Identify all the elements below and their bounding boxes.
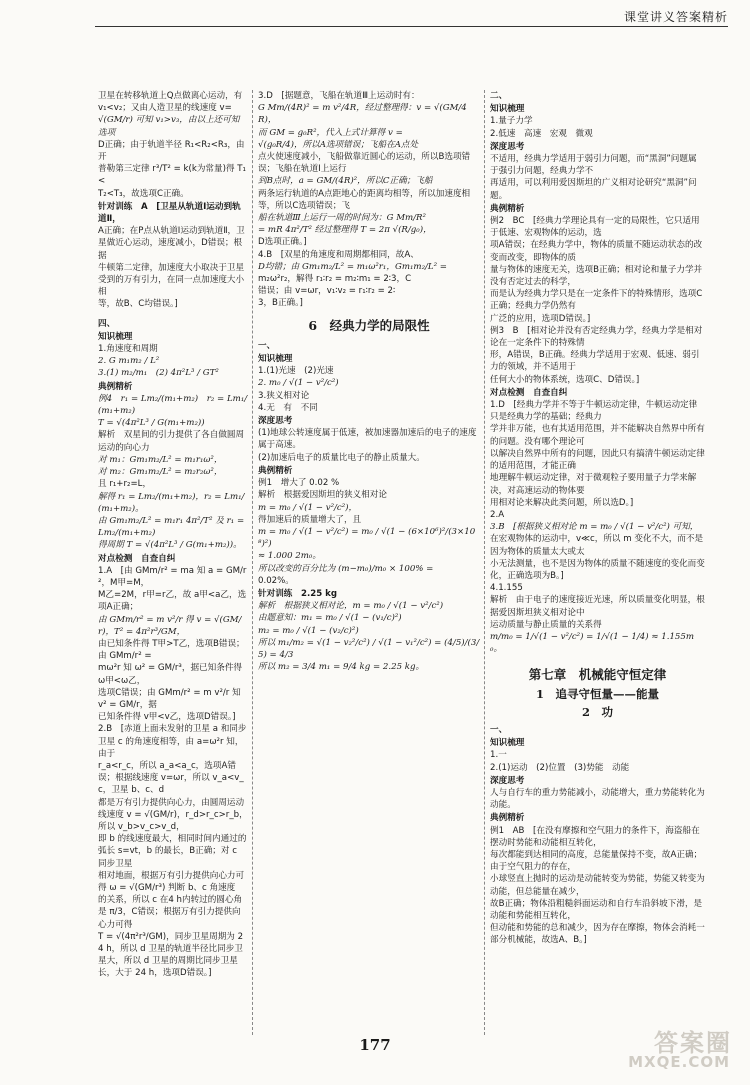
text-line: 1.(1)光速 (2)光速 xyxy=(258,366,334,377)
text-line: 而 GM = g₀R²，代入上式计算得 v = xyxy=(258,127,403,138)
text-line: 选项C错误；由 GMm/r² = m v²/r 知 v² = GM/r，据 xyxy=(98,687,241,710)
text-line: 地理解牛顿运动定律，对于微观粒子要用量子力学来解决，对高速运动的物体要 xyxy=(490,473,697,496)
text-line: 已知条件得 v甲<v乙，选项D错误。] xyxy=(98,712,236,723)
text-line: 对点检测 自查自纠 xyxy=(98,553,176,564)
text-line: 3.D [据题意，飞船在轨道Ⅲ上运动时有： xyxy=(258,91,420,101)
column-divider-1 xyxy=(252,90,253,1035)
watermark-text-2: MXQE.COM xyxy=(628,1053,730,1071)
text-line: 知识梳理 xyxy=(490,738,525,749)
text-line: √(g₀R/4)，所以A选项错误；飞船在A点处 xyxy=(258,139,419,150)
text-line: 知识梳理 xyxy=(258,354,293,365)
text-line: 3，B正确。] xyxy=(258,298,303,309)
lesson-title-2: 2 功 xyxy=(581,704,613,719)
text-line: (2)加速后电子的质量比电子的静止质量大。 xyxy=(258,452,425,463)
text-line: 2.(1)运动 (2)位置 (3)势能 动能 xyxy=(490,762,630,773)
text-line: 形，A错误，B正确。经典力学适用于宏观、低速、弱引力的领域，并不适用于 xyxy=(490,350,700,373)
column-2-text-b xyxy=(258,340,480,673)
text-line: 学并非万能，也有其适用范围，并不能解决自然界中所有的问题。没有哪个理论可 xyxy=(490,424,705,447)
text-line: 都是万有引力提供向心力，由圆周运动线速度 v = √(GM/r)，r_d>r_c>r_b，所以 v_b>v_c>v_d， xyxy=(98,797,248,832)
column-1-text xyxy=(98,90,248,980)
text-line: 由题意知：m₁ = m₀ / √(1 − (v₁/c)²) xyxy=(258,613,402,624)
text-line: 4.1.155 xyxy=(490,583,523,594)
text-line: 广泛的应用，选项D错误。] xyxy=(490,313,591,324)
text-line: D正确；由于轨道半径 R₁<R₂<R₃，由开 xyxy=(98,139,245,163)
text-line: 再适用，可以利用爱因斯坦的广义相对论研究“黑洞”问题。 xyxy=(490,178,697,201)
text-line: 两条运行轨道的A点距地心的距离均相等，所以加速度相等，所以C选项错误；飞 xyxy=(258,188,471,211)
text-line: 例4 r₁ = Lm₂/(m₁+m₂) r₂ = Lm₁/(m₁+m₂) xyxy=(98,393,248,417)
text-line: 3.(1) m₂/m₁ (2) 4π²L³ / GT² xyxy=(98,368,219,379)
text-line: 2. G m₁m₂ / L² xyxy=(98,356,160,367)
text-line: m/m₀ = 1/√(1 − v²/c²) = 1/√(1 − 1/4) ≈ 1.155m₀。 xyxy=(490,631,695,655)
text-line: 人与自行车的重力势能减小，动能增大，重力势能转化为动能。 xyxy=(490,787,705,811)
text-line: 1.量子力学 xyxy=(490,116,533,127)
watermark-text-1: 答案圈 xyxy=(654,1029,732,1057)
text-line: 点火使速度减小，飞船做靠近圆心的运动，所以B选项错误；飞船在轨道Ⅰ上运行 xyxy=(258,152,471,175)
text-line: = mR 4π²/T² 经过整理得 T = 2π √(R/g₀)， xyxy=(258,225,432,236)
text-line: 到B点时，a = GM/(4R)²，所以C正确；飞船 xyxy=(258,176,433,187)
text-line: 故B正确；物体沿粗糙斜面运动和自行车沿斜坡下滑，是动能和势能相互转化， xyxy=(490,898,703,921)
text-line: ≈ 1.000 2m₀。 xyxy=(258,551,321,562)
text-line: m₂ = m₀ / √(1 − (v₂/c)²) xyxy=(258,625,359,636)
text-line: 由已知条件得 T甲>T乙，选项B错误；由 GMm/r² = xyxy=(98,638,245,662)
text-line: 牛顿第二定律，加速度大小取决于卫星受到的万有引力，在同一点加速度大小相 xyxy=(98,262,245,298)
text-line: 知识梳理 xyxy=(490,104,525,115)
text-line: mω²r 知 ω² = GM/r³，据已知条件得 ω甲<ω乙， xyxy=(98,663,243,686)
page-number: 177 xyxy=(359,1036,391,1054)
text-line: 1.角速度和周期 xyxy=(98,344,158,355)
text-line: m = m₀ / √(1 − v²/c²)， xyxy=(258,502,358,513)
text-line: 例1 AB [在没有摩擦和空气阻力的条件下，海盗船在摆动时势能和动能相互转化， xyxy=(490,825,700,848)
text-line: m₂ω²r₂，解得 r₁∶r₂ = m₂∶m₁ = 2∶3，C xyxy=(258,274,412,285)
text-line: 针对训练 2.25 kg xyxy=(258,588,338,599)
text-line: 船在轨道Ⅲ上运行一周的时间为：G Mm/R² xyxy=(258,213,426,224)
text-line: 所以 m₂ = 3/4 m₁ = 9/4 kg = 2.25 kg。 xyxy=(258,662,425,673)
text-line: 的关系，所以 c 在4 h内转过的圆心角是 π/3，C错误；根据万有引力提供向心力可得 xyxy=(98,895,243,930)
text-line: 二、 xyxy=(490,91,508,101)
column-1 xyxy=(98,90,248,1040)
header-rule xyxy=(95,26,728,27)
text-line: 普勒第三定律 r³/T² = k(k为常量)得 T₁< xyxy=(98,164,246,187)
text-line: 用相对论来解决此类问题，所以选D。] xyxy=(490,497,634,508)
text-line: 以解决自然界中所有的问题，因此只有搞清牛顿运动定律的适用范围，才能正确 xyxy=(490,448,705,472)
column-3 xyxy=(490,90,705,1040)
column-3-text-a xyxy=(490,90,705,655)
text-line: 小无法测量，也不是因为物体的质量不随速度的变化而变化，正确选项为B。] xyxy=(490,558,705,581)
lesson-title-1: 1 追寻守恒量——能量 xyxy=(535,686,659,701)
text-line: 3.B [根据狭义相对论 m = m₀ / √(1 − v²/c²) 可知， xyxy=(490,522,699,533)
text-line: T₂<T₃，故选项C正确。 xyxy=(98,188,189,199)
text-line: 任何大小的物体系统，选项C、D错误。] xyxy=(490,374,640,385)
text-line: 小球竖直上抛时的运动是动能转变为势能，势能又转变为动能，但总能量在减少， xyxy=(490,874,705,897)
text-line: 例3 B [相对论并没有否定经典力学，经典力学是相对论在一定条件下的特殊情 xyxy=(490,325,703,349)
text-line: 相对地面，根据万有引力提供向心力可得 ω = √(GM/r³) 判断 b、c 角速度 xyxy=(98,870,245,893)
text-line: 而是认为经典力学只是在一定条件下的特殊情形，选项C正确；经典力学仍然有 xyxy=(490,289,703,312)
text-line: 0.02%。 xyxy=(258,575,294,586)
text-line: 2.B [赤道上面未发射的卫星 a 和同步卫星 c 的角速度相等，由 a=ω²r 知，由于 xyxy=(98,724,247,759)
text-line: 在宏观物体的运动中，v≪c，所以 m 变化不大，而不是因为物体的质量太大或太 xyxy=(490,534,704,557)
text-line: 解析 双星间的引力提供了各自做圆周运动的向心力 xyxy=(98,430,245,453)
column-2 xyxy=(258,90,480,1040)
text-line: 例2 BC [经典力学理论具有一定的局限性，它只适用于低速、宏观物体的运动，选 xyxy=(490,216,700,239)
text-line: 所以 m₁/m₂ = √(1 − v₂²/c²) / √(1 − v₁²/c²) = (4/5)/(3/5) = 4/3 xyxy=(258,637,480,660)
text-line: 1.一 xyxy=(490,750,507,761)
text-line: 针对训练 A [卫星从轨道Ⅰ运动到轨道Ⅱ， xyxy=(98,201,241,225)
section-title: 6 经典力学的局限性 xyxy=(308,317,430,333)
text-line: M乙=2M，r甲=r乙，故 a甲<a乙，选项A正确； xyxy=(98,590,247,613)
text-line: 典例精析 xyxy=(490,203,525,214)
text-line: 得周期 T = √(4π²L³ / G(m₁+m₂))。 xyxy=(98,540,242,551)
text-line: 即 b 的线速度最大，相同时间内通过的弧长 s=vt，b 的最长，B正确；对 c 同步卫星 xyxy=(98,834,247,869)
text-line: 由 GMm/r² = m v²/r 得 v = √(GM/r)，T² = 4π²r³/GM， xyxy=(98,614,242,637)
text-line: 但动能和势能的总和减少，因为存在摩擦，物体会消耗一部分机械能，故选A、B。] xyxy=(490,923,705,946)
text-line: 4.无 有 不同 xyxy=(258,402,318,413)
text-line: √(GM/r) 可知 v₁>v₃，由以上还可知选项 xyxy=(98,115,240,138)
text-line: 量与物体的速度无关，选项B正确；相对论和量子力学并没有否定过去的科学， xyxy=(490,264,703,288)
text-line: 由 Gm₁m₂/L² = m₁r₁ 4π²/T² 及 r₁ = Lm₂/(m₁+m₂) xyxy=(98,515,245,539)
text-line: 2.A xyxy=(490,509,505,520)
text-line: 运动质量与静止质量的关系得 xyxy=(490,619,602,630)
text-line: 所以改变的百分比为 (m−m₀)/m₀ × 100% = xyxy=(258,563,434,574)
text-line: 卫星在转移轨道上Q点做离心运动，有 v₁<v₂；又由人造卫星的线速度 v= xyxy=(98,91,243,114)
text-line: D均错；由 Gm₁m₂/L² = m₁ω²r₁，Gm₁m₂/L² = xyxy=(258,261,447,272)
text-line: A正确；在P点从轨道Ⅰ运动到轨道Ⅱ，卫星做近心运动，速度减小，D错误；根据 xyxy=(98,226,245,261)
column-2-text-a xyxy=(258,90,480,310)
text-line: 4.B [双星的角速度和周期都相同，故A、 xyxy=(258,249,419,260)
page-header: 课堂讲义答案精析 xyxy=(623,10,728,24)
text-line: G Mm/(4R)² = m v²/4R，经过整理得：v = √(GM/4R)， xyxy=(258,103,467,126)
text-line: 四、 xyxy=(98,318,116,329)
text-line: 1.D [经典力学并不等于牛顿运动定律，牛顿运动定律只是经典力学的基础；经典力 xyxy=(490,400,698,423)
text-line: m = m₀ / √(1 − v²/c²) = m₀ / √(1 − (6×10⁶)²/(3×10⁸)²) xyxy=(258,526,476,550)
text-line: 典例精析 xyxy=(258,465,293,476)
text-line: 得加速后的质量增大了，且 xyxy=(258,514,362,525)
text-line: 深度思考 xyxy=(490,775,525,786)
text-line: 对 m₂：Gm₁m₂/L² = m₂r₂ω²， xyxy=(98,467,223,478)
text-line: T = √(4π²L³ / G(m₁+m₂)) xyxy=(98,418,205,429)
text-line: 深度思考 xyxy=(490,141,525,152)
text-line: 深度思考 xyxy=(258,416,293,427)
text-line: 每次都能到达相同的高度，总能量保持不变，故A正确；由于空气阻力的存在， xyxy=(490,849,703,873)
text-line: 解析 根据爱因斯坦的狭义相对论 xyxy=(258,490,387,501)
text-line: 知识梳理 xyxy=(98,331,133,342)
chapter-title: 第七章 机械能守恒定律 xyxy=(528,667,667,683)
text-line: 一、 xyxy=(258,340,276,351)
text-line: 典例精析 xyxy=(98,381,133,392)
text-line: 2.低速 高速 宏观 微观 xyxy=(490,128,593,139)
text-line: 1.A [由 GMm/r² = ma 知 a = GM/r²，M甲=M， xyxy=(98,565,247,588)
text-line: 典例精析 xyxy=(490,813,525,824)
column-3-text-b xyxy=(490,724,705,947)
text-line: T = √(4π²r³/GM)，同步卫星周期为 24 h，所以 d 卫星的轨道半径比同步卫星大，所以 d 卫星的周期比同步卫星长，大于 24 h，选项D错误。] xyxy=(98,931,244,979)
text-line: 解得 r₁ = Lm₂/(m₁+m₂)，r₂ = Lm₁/(m₁+m₂)。 xyxy=(98,491,245,514)
text-line: 等，故B、C均错误。] xyxy=(98,299,178,310)
text-line: 且 r₁+r₂=L， xyxy=(98,479,152,490)
text-line: r_a<r_c，所以 a_a<a_c，选项A错误；根据线速度 v=ωr，所以 v_a<v_c，卫星 b、c、d xyxy=(98,760,244,796)
text-line: D选项正确。] xyxy=(258,237,307,248)
text-line: 不适用，经典力学适用于弱引力问题，而“黑洞”问题属于强引力问题，经典力学不 xyxy=(490,154,697,177)
text-line: 对点检测 自查自纠 xyxy=(490,387,568,398)
watermark-logo xyxy=(616,1023,736,1075)
text-line: 3.狭义相对论 xyxy=(258,390,310,401)
text-line: 对 m₁：Gm₁m₂/L² = m₁r₁ω²， xyxy=(98,454,223,465)
text-line: 2. m₀ / √(1 − v²/c²) xyxy=(258,378,339,389)
text-line: 项A错误；在经典力学中，物体的质量不随运动状态的改变而改变，即物体的质 xyxy=(490,240,703,263)
text-line: 例1 增大了 0.02 % xyxy=(258,478,340,489)
text-line: 一、 xyxy=(490,724,508,735)
text-line xyxy=(98,311,248,318)
text-line: (1)地球公转速度属于低速，被加速器加速后的电子的速度属于高速。 xyxy=(258,428,477,451)
column-divider-2 xyxy=(484,90,485,1035)
text-line: 解析 由于电子的速度接近光速，所以质量变化明显，根据爱因斯坦狭义相对论中 xyxy=(490,595,705,618)
text-line: 错误；由 v=ωr，v₁∶v₂ = r₁∶r₂ = 2∶ xyxy=(258,286,396,297)
text-line: 解析 根据狭义相对论，m = m₀ / √(1 − v²/c²) xyxy=(258,601,444,612)
